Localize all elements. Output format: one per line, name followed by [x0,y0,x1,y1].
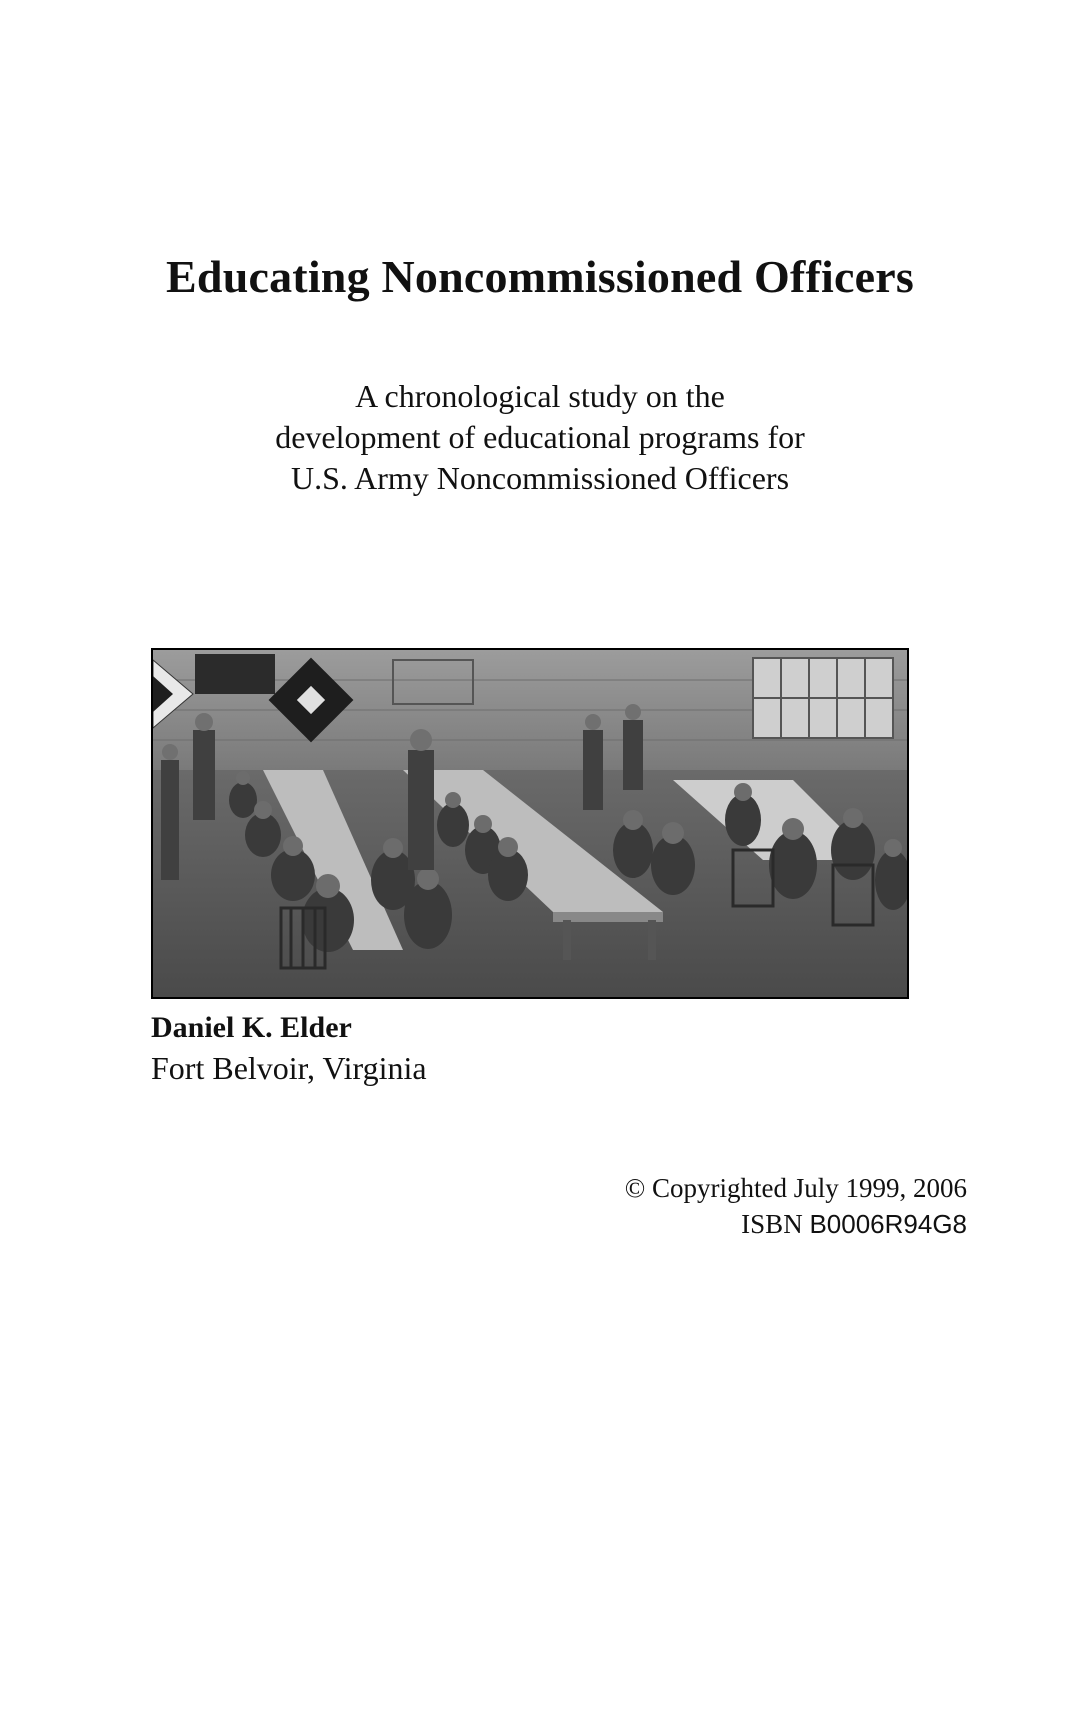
document-subtitle [0,376,1080,499]
subtitle-line-2: development of educational programs for [275,419,805,455]
copyright-notice: © Copyrighted July 1999, 2006 [624,1173,967,1203]
author-name: Daniel K. Elder [151,1011,352,1044]
isbn-number: B0006R94G8 [809,1209,967,1239]
isbn-label: ISBN [741,1209,803,1239]
subtitle-line-1: A chronological study on the [355,378,725,414]
subtitle-line-3: U.S. Army Noncommissioned Officers [290,460,790,496]
classroom-photo [151,648,909,999]
document-title: Educating Noncommissioned Officers [166,250,914,302]
isbn [741,1206,967,1242]
author-location: Fort Belvoir, Virginia [151,1050,427,1086]
